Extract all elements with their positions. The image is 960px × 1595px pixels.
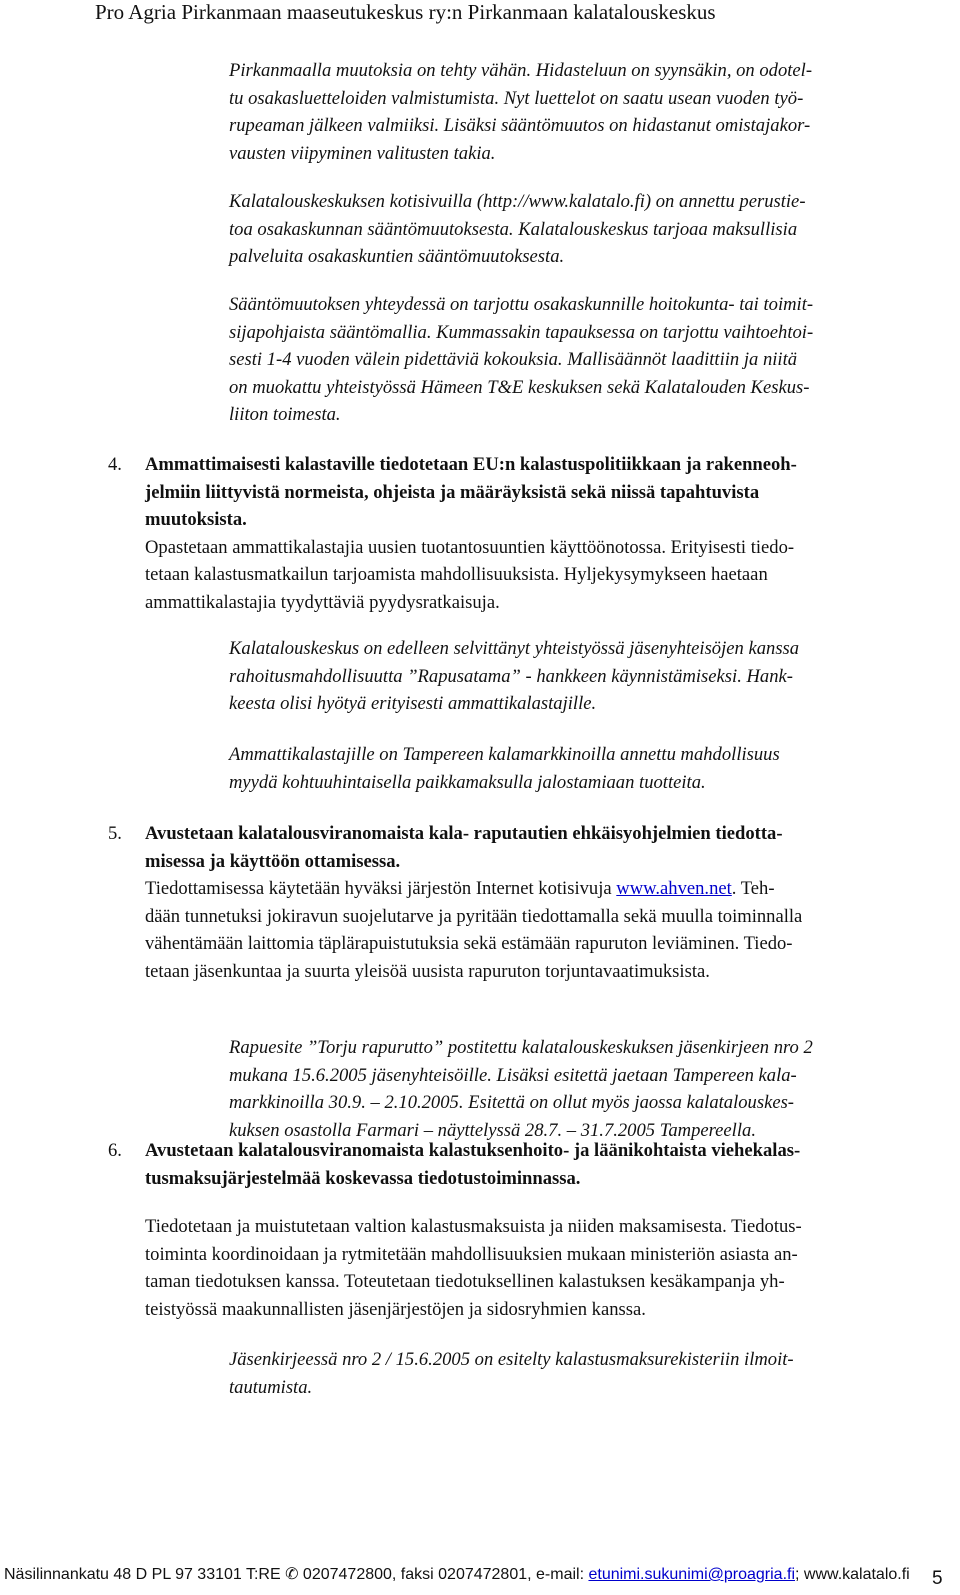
intro-paragraph-2 (229, 188, 806, 271)
text-line: toa osakaskunnan sääntömuutoksesta. Kalatalouskeskus tarjoaa maksullisia (229, 218, 798, 240)
item-heading-line: Ammattimaisesti kalastaville tiedotetaan EU:n kalastuspolitiikkaan ja rakenneoh- (145, 454, 797, 475)
text-line: Rapuesite ”Torju rapurutto” postitettu kalatalouskeskuksen jäsenkirjeen nro 2 (229, 1037, 813, 1058)
text-line: dään tunnetuksi jokiravun suojelutarve ja pyritään tiedottamalla sekä muulla toiminnalla (145, 905, 803, 927)
ahven-net-link[interactable]: www.ahven.net (616, 878, 732, 900)
text-line: palveluita osakaskuntien sääntömuutoksesta. (229, 246, 565, 268)
item-4-note-1 (229, 635, 799, 718)
item-heading-line: jelmiin liittyvistä normeista, ohjeista ja määräyksistä sekä niissä tapahtuvista (145, 481, 760, 503)
item-number: 4. (108, 454, 122, 475)
text-line: sesti 1-4 vuoden välein pidettäviä kokouksia. Mallisäännöt laadittiin ja niitä (229, 349, 798, 371)
text-line: tetaan kalastusmatkailun tarjoamista mahdollisuuksista. Hyljekysymykseen haetaan (145, 564, 768, 586)
item-heading-line: tusmaksujärjestelmää koskevassa tiedotustoiminnassa. (145, 1167, 581, 1189)
text-fragment: Tiedottamisessa käytetään hyväksi järjestön Internet kotisivuja (145, 878, 617, 900)
item-heading-line: misessa ja käyttöön ottamisessa. (145, 850, 401, 872)
item-heading-line: Avustetaan kalatalousviranomaista kalastuksenhoito- ja läänikohtaista viehekalas- (145, 1140, 801, 1161)
intro-paragraph-1 (229, 57, 812, 167)
item-6-body (145, 1213, 802, 1323)
text-line: Tiedotetaan ja muistutetaan valtion kalastusmaksuista ja niiden maksamisesta. Tiedotus- (145, 1216, 802, 1237)
item-6 (145, 1137, 800, 1192)
item-heading-line: muutoksista. (145, 509, 247, 531)
item-heading-line: Avustetaan kalatalousviranomaista kala- raputautien ehkäisyohjelmien tiedotta- (145, 823, 783, 844)
item-4-note-2 (229, 741, 780, 796)
text-line: rahoitusmahdollisuutta ”Rapusatama” - hankkeen käynnistämiseksi. Hank- (229, 665, 793, 687)
item-5 (145, 820, 802, 986)
text-line: Pirkanmaalla muutoksia on tehty vähän. Hidasteluun on syynsäkin, on odotel- (229, 60, 813, 81)
text-line: Sääntömuutoksen yhteydessä on tarjottu osakaskunnille hoitokunta- tai toimit- (229, 294, 814, 315)
text-line: tetaan jäsenkuntaa ja suurta yleisöä uusista rapuruton torjuntavaatimuksista. (145, 960, 710, 982)
text-line: Opastetaan ammattikalastajia uusien tuotantosuuntien käyttöönotossa. Erityisesti tiedo- (145, 536, 795, 558)
email-link[interactable]: etunimi.sukunimi@proagria.fi (588, 1566, 796, 1583)
item-4 (145, 451, 797, 617)
text-line: toiminta koordinoidaan ja rytmitetään mahdollisuuksien mukaan ministeriön asiasta an- (145, 1243, 798, 1265)
text-line: markkinoilla 30.9. – 2.10.2005. Esitettä on ollut myös jaossa kalatalouskes- (229, 1092, 795, 1114)
text-line: ammattikalastajia tyydyttäviä pyydysratkaisuja. (145, 591, 500, 613)
text-line: sijapohjaista sääntömallia. Kummassakin tapauksessa on tarjottu vaihtoehtoi- (229, 321, 814, 343)
text-line: rupeaman jälkeen valmiiksi. Lisäksi sääntömuutos on hidastanut omistajakor- (229, 115, 811, 137)
item-number: 5. (108, 823, 122, 844)
page-number: 5 (932, 1568, 943, 1589)
text-line: teistyössä maakunnallisten jäsenjärjestöjen ja sidosryhmien kanssa. (145, 1298, 646, 1320)
item-number: 6. (108, 1140, 122, 1161)
text-line: keesta olisi hyötyä erityisesti ammattikalastajille. (229, 693, 597, 715)
footer-website: ; www.kalatalo.fi (795, 1566, 910, 1583)
text-line: Ammattikalastajille on Tampereen kalamarkkinoilla annettu mahdollisuus (229, 744, 780, 765)
text-line: kuksen osastolla Farmari – näyttelyssä 28.7. – 31.7.2005 Tampereella. (229, 1119, 756, 1141)
text-line: tu osakasluetteloiden valmistumista. Nyt luettelot on saatu usean vuoden työ- (229, 87, 804, 109)
item-5-note (229, 1034, 813, 1144)
text-line: on muokattu yhteistyössä Hämeen T&E keskuksen sekä Kalatalouden Keskus- (229, 376, 810, 398)
text-line (145, 875, 802, 903)
text-line: taman tiedotuksen kanssa. Toteutetaan tiedotuksellinen kalastuksen kesäkampanja yh- (145, 1271, 785, 1293)
text-line: Jäsenkirjeessä nro 2 / 15.6.2005 on esitelty kalastusmaksurekisteriin ilmoit- (229, 1349, 794, 1370)
text-line: vausten viipyminen valitusten takia. (229, 142, 496, 164)
text-fragment: . Teh- (731, 878, 775, 900)
text-line: vähentämään laittomia täplärapuistutuksia sekä estämään rapuruton leviäminen. Tiedo- (145, 933, 793, 955)
footer-address: Näsilinnankatu 48 D PL 97 33101 T:RE ✆ 0207472800, faksi 0207472801, e-mail: (4, 1566, 589, 1583)
item-6-note (229, 1346, 794, 1401)
text-line: myydä kohtuuhintaisella paikkamaksulla jalostamiaan tuotteita. (229, 771, 706, 793)
text-line: Kalatalouskeskus on edelleen selvittänyt yhteistyössä jäsenyhteisöjen kanssa (229, 638, 800, 659)
page-header: Pro Agria Pirkanmaan maaseutukeskus ry:n Pirkanmaan kalatalouskeskus (95, 0, 716, 24)
text-line: tautumista. (229, 1376, 313, 1398)
page-footer (4, 1565, 910, 1585)
text-line: Kalatalouskeskuksen kotisivuilla (http://www.kalatalo.fi) on annettu perustie- (229, 191, 806, 212)
text-line: liiton toimesta. (229, 404, 341, 426)
intro-paragraph-3 (229, 291, 813, 429)
text-line: mukana 15.6.2005 jäsenyhteisöille. Lisäksi esitettä jaetaan Tampereen kala- (229, 1064, 797, 1086)
